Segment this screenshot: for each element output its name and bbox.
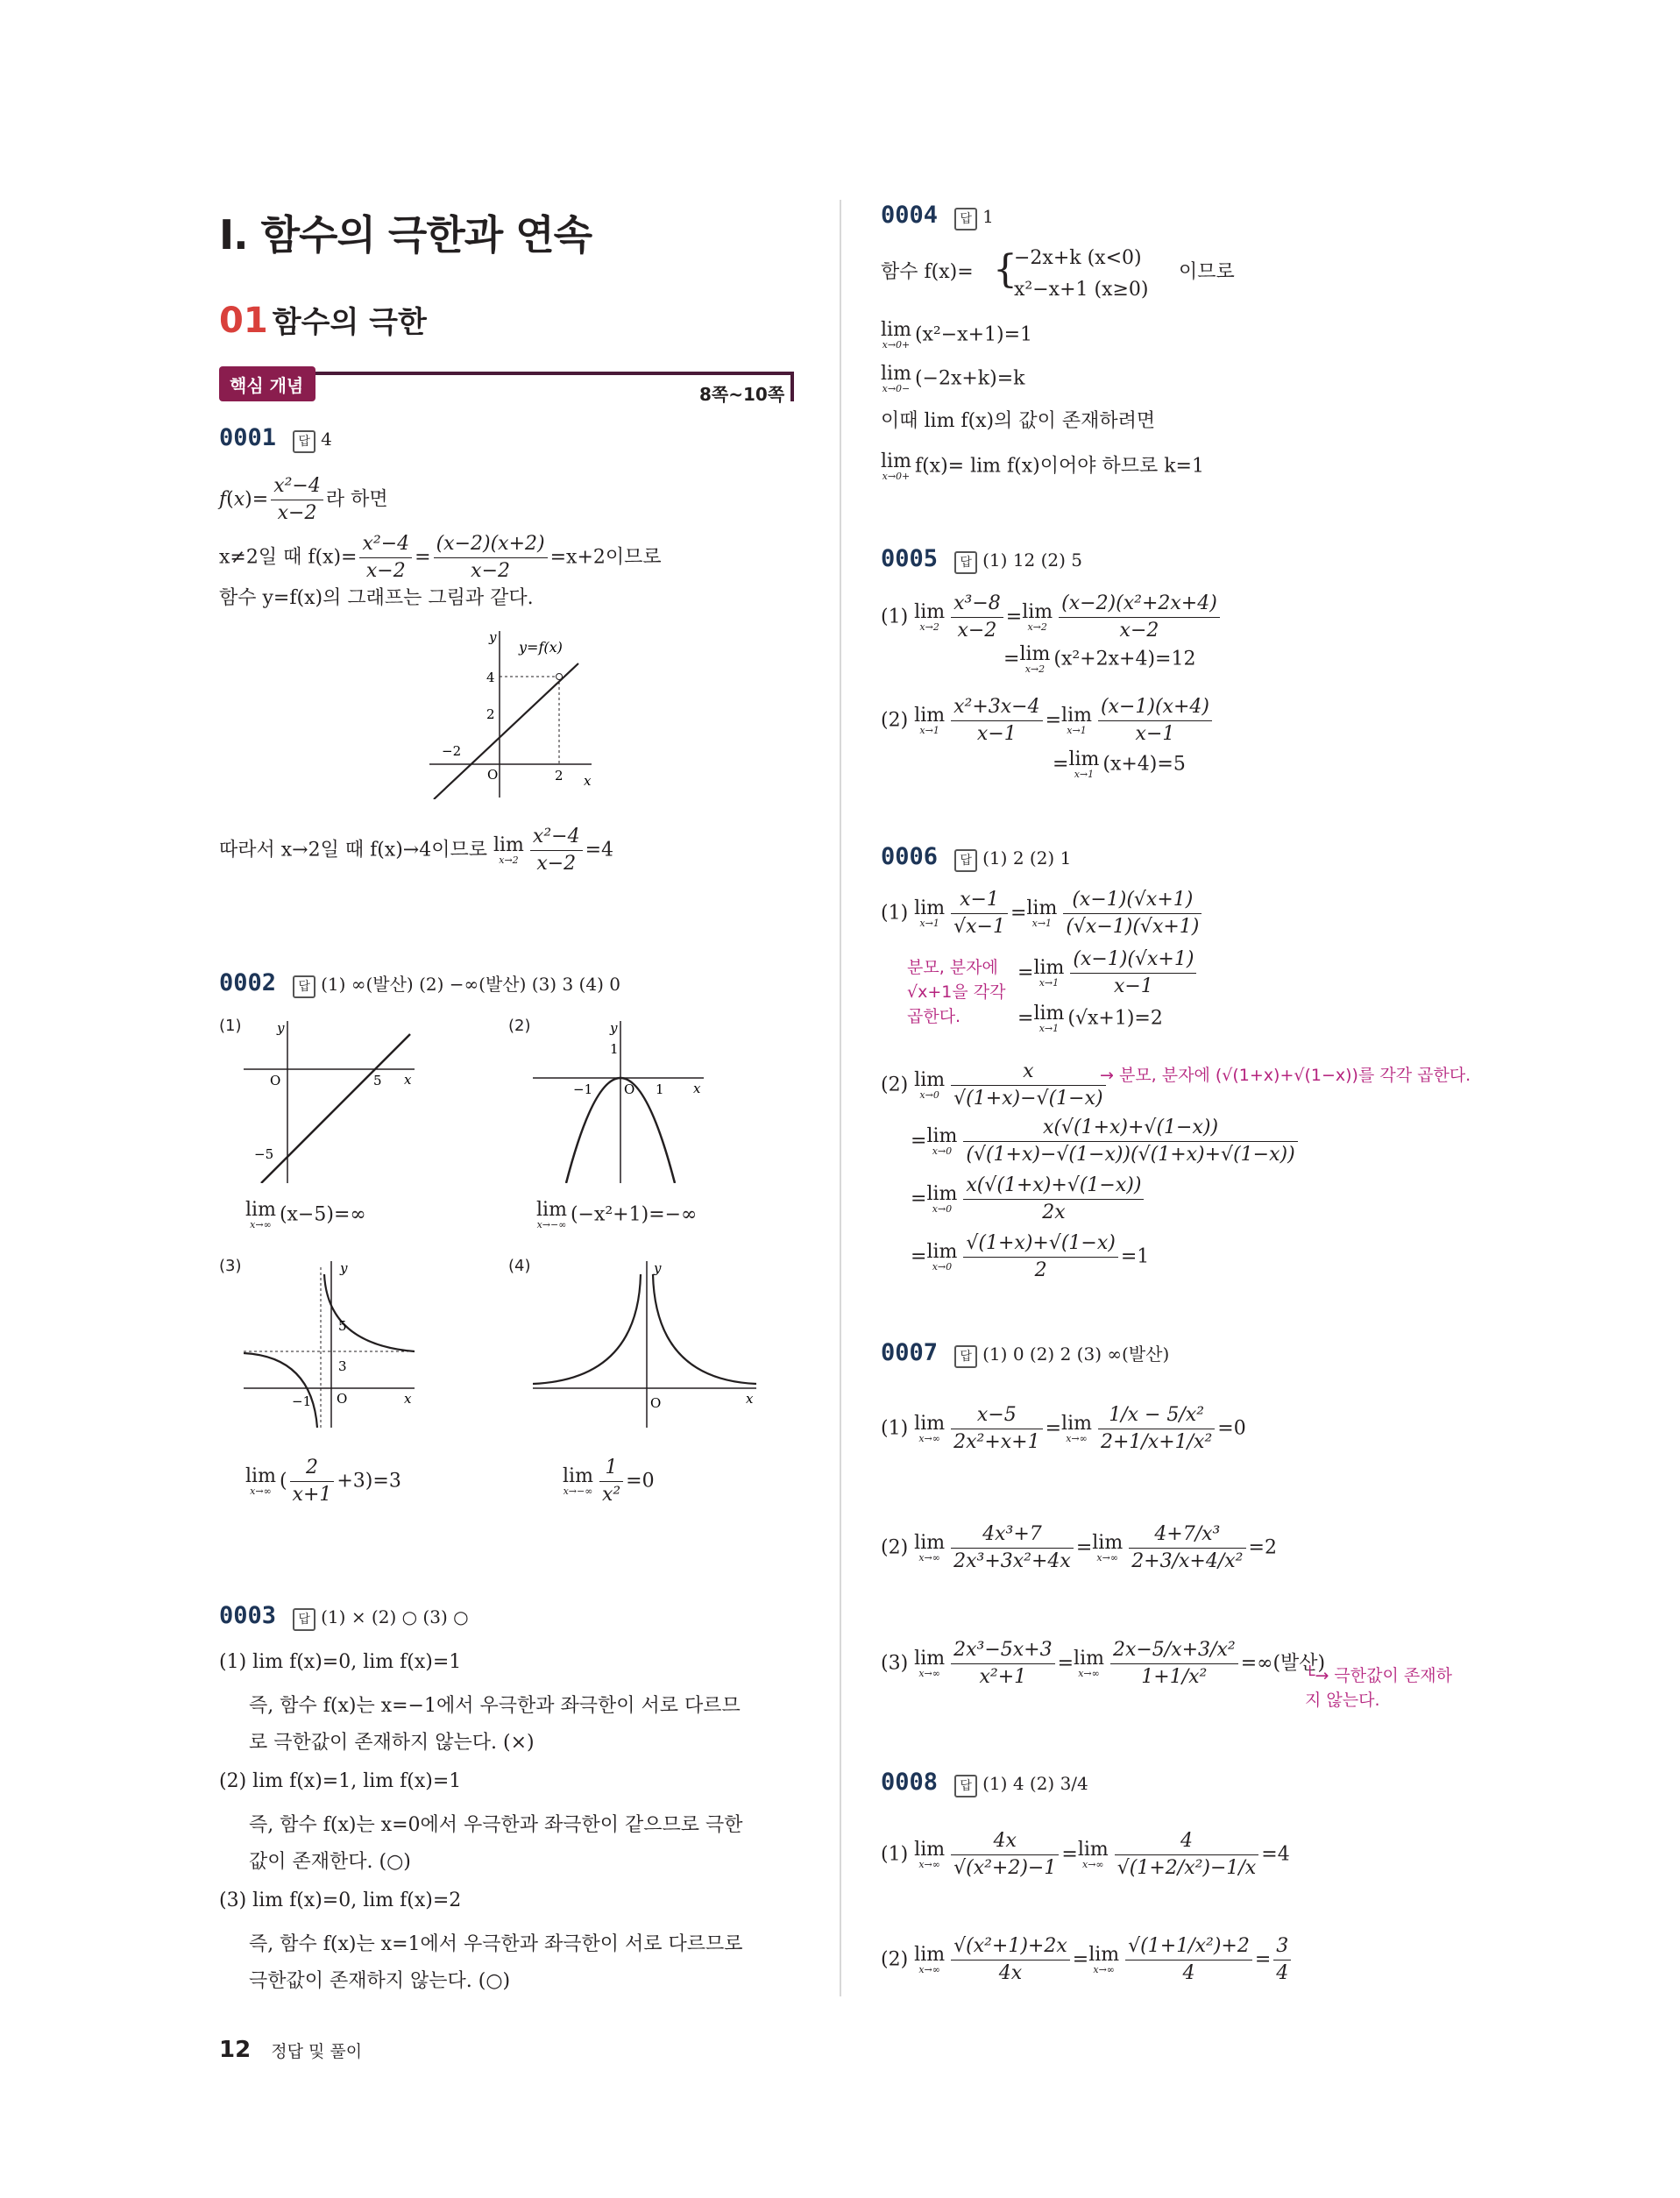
q0006-header [881,843,1071,872]
q0008-answer: (1) 4 (2) 3/4 [982,1773,1088,1794]
q0003-p1-text1: 즉, 함수 f(x)는 x=−1에서 우극한과 좌극한이 서로 다르므 [249,1695,741,1717]
x-label: x [584,773,592,789]
answer-mark: 답 [293,975,315,998]
q0004-line3-expr: (−2x+k)=k [914,367,1025,390]
section-number: 01 [219,301,268,341]
q0004-line1-head: 함수 f(x)= [881,261,974,283]
y-label: y [489,629,497,645]
q0004-line2: lim x→0+ (x²−x+1)=1 [881,319,1033,351]
svg-text:5: 5 [373,1073,382,1088]
svg-text:5: 5 [338,1318,347,1334]
svg-text:x: x [404,1391,412,1407]
q0007-note-text: 극한값이 존재하지 않는다. [1305,1666,1452,1710]
concept-bar-end [790,372,794,401]
q0004-case2: x²−x+1 (x≥0) [1014,279,1149,301]
q0001-header [219,424,332,453]
q0006-p1: (1) lim x→1 $\frac{x-1}{√x-1}$ = lim x→1 $\frac{(x-1)(√x+1)}{(√x-1)(√x+1)}$ [881,887,1204,940]
svg-text:x: x [693,1081,701,1096]
q0004-answer: 1 [982,206,994,227]
q0002-lim1-expr: (x−5)=∞ [279,1203,366,1226]
page-footer [219,2037,362,2063]
q0005-p2-line2: = lim x→1 (x+4)=5 [1053,748,1186,780]
q0006-p2-line3: = lim x→0 $\frac{x(√(1+x)+√(1-x))}{2x}$ [911,1173,1146,1226]
q0007-p2: (2) lim x→∞ $\frac{\text{4x³+7}}{\text{2x³+3x²+4x}}$ = lim x→∞ $\frac{\text{4+7/x³}}{\text{2+3/x+4/x²}}$ =2 [881,1523,1277,1572]
concept-bar-pages: 8쪽~10쪽 [699,384,785,405]
concept-bar-line [315,372,794,375]
q0002-graph-2 [533,1017,708,1183]
q0001-graph [429,624,596,799]
q0002-graph-3 [244,1257,419,1432]
answer-mark: 답 [954,551,977,574]
q0003-p3-lim: (3) lim f(x)=0, lim f(x)=2 [219,1890,462,1911]
q0001-number: 0001 [219,424,277,451]
answer-mark: 답 [954,1345,977,1368]
q0006-note2-text: 분모, 분자에 (√(1+x)+√(1−x))를 각각 곱한다. [1118,1066,1471,1085]
q0008-p1: (1) lim x→∞ $\frac{4x}{\text{√(x²+2)−1}}$ = lim x→∞ $\frac{4}{\text{√(1+2/x²)−1/x}}$ =4 [881,1830,1290,1879]
page-number: 12 [219,2037,252,2063]
column-divider [840,200,841,1996]
footer-label: 정답 및 풀이 [271,2042,363,2061]
svg-text:1: 1 [610,1041,619,1057]
q0002-label-4: (4) [508,1257,531,1275]
tick-2y: 2 [486,706,495,722]
q0004-line5-expr: f(x)= lim f(x)이어야 하므로 k=1 [914,455,1204,478]
svg-text:x: x [746,1391,754,1407]
q0006-number: 0006 [881,843,939,870]
q0002-lim1: lim x→∞ (x−5)=∞ [245,1199,366,1230]
q0008-number: 0008 [881,1769,939,1796]
q0006-note2: → 분모, 분자에 (√(1+x)+√(1−x))를 각각 곱한다. [1100,1066,1471,1085]
q0005-p1-line2: = lim x→2 (x²+2x+4)=12 [1003,643,1196,675]
q0001-line2: x≠2일 때 f(x)= $\frac{\text{x²−4}}{x-2}$ = $\frac{(x-2)(x+2)}{x-2}$ =x+2이므로 [219,533,662,582]
q0003-p2-lim: (2) lim f(x)=1, lim f(x)=1 [219,1770,462,1792]
q0002-label-2: (2) [508,1017,531,1035]
q0003-answer: (1) × (2) ○ (3) ○ [321,1606,469,1627]
q0001-line1-tail: 라 하면 [325,488,388,511]
q0007-r1: =0 [1217,1417,1246,1440]
q0007-r2: =2 [1248,1536,1277,1559]
section-title: 함수의 극한 [272,305,427,340]
q0001-conclusion-tail: =4 [585,839,614,861]
q0001-conclusion-head: 따라서 x→2일 때 f(x)→4이므로 [219,839,487,861]
q0005-number: 0005 [881,545,939,572]
q0002-lim3: lim x→∞ ( $\frac{2}{x+1}$ +3)=3 [245,1457,401,1506]
q0007-header [881,1339,1169,1368]
origin-label: O [487,767,499,783]
q0003-p2-text1: 즉, 함수 f(x)는 x=0에서 우극한과 좌극한이 같으므로 극한 [249,1814,743,1836]
answer-mark: 답 [954,208,977,230]
q0004-case1: −2x+k (x<0) [1014,247,1142,269]
q0001-line2-tail: =x+2이므로 [549,546,662,569]
svg-text:y: y [340,1260,348,1276]
svg-text:y: y [277,1020,285,1036]
tick-m2: −2 [442,743,462,759]
q0007-p3: (3) lim x→∞ $\frac{\text{2x³−5x+3}}{\text{x²+1}}$ = lim x→∞ $\frac{\text{2x−5/x+3/x²}}{\text{1+1/x²}}$ =∞(발산) [881,1639,1326,1688]
chapter-title: Ⅰ. 함수의 극한과 연속 [219,211,592,259]
answer-mark: 답 [293,1608,315,1631]
q0006-l2: =1 [1120,1245,1150,1268]
q0006-l1: (√x+1)=2 [1067,1007,1163,1030]
q0002-graph-1 [244,1017,419,1183]
q0001-line3: 함수 y=f(x)의 그래프는 그림과 같다. [219,587,534,609]
q0002-number: 0002 [219,969,277,996]
tick-2x: 2 [555,768,564,783]
q0006-p2-line4: = lim x→0 $\frac{√(1+x)+√(1-x)}{2}$ =1 [911,1232,1150,1281]
q0006-p1-line3: = lim x→1 (√x+1)=2 [1017,1003,1163,1034]
q0006-answer: (1) 2 (2) 1 [982,847,1072,869]
tick-4: 4 [486,670,495,685]
q0006-p2: (2) lim x→0 $\frac{x}{√(1+x)-√(1-x)}$ [881,1059,1109,1112]
q0001-line2-head: x≠2일 때 f(x)= [219,546,358,569]
q0002-lim2: lim x→−∞ (−x²+1)=−∞ [536,1199,698,1230]
q0004-line1 [881,259,974,286]
q0002-graph-4 [533,1257,761,1432]
q0002-label-3: (3) [219,1257,242,1275]
q0008-p2: (2) lim x→∞ $\frac{\text{√(x²+1)+2x}}{4x}$ = lim x→∞ $\frac{\text{√(1+1/x²)+2}}{4}$ = $\frac{3}{4}$ [881,1933,1294,1987]
svg-text:O: O [270,1073,281,1088]
q0001-answer: 4 [321,429,332,450]
q0007-answer: (1) 0 (2) 2 (3) ∞(발산) [982,1344,1170,1365]
svg-text:x: x [404,1072,412,1088]
q0002-answer: (1) ∞(발산) (2) −∞(발산) (3) 3 (4) 0 [321,974,620,995]
q0004-number: 0004 [881,202,939,229]
q0004-line5: lim x→0+ f(x)= lim f(x)이어야 하므로 k=1 [881,450,1204,482]
q0002-label-1: (1) [219,1017,242,1035]
svg-text:1: 1 [656,1081,664,1097]
q0005-l1: (x²+2x+4)=12 [1053,648,1196,670]
svg-text:O: O [650,1395,662,1411]
answer-mark: 답 [293,430,315,453]
q0003-number: 0003 [219,1602,277,1629]
q0003-p3-text1: 즉, 함수 f(x)는 x=1에서 우극한과 좌극한이 서로 다르므로 [249,1933,743,1955]
section-heading [219,298,427,341]
brace: { [993,247,1017,292]
q0003-p2-text2: 값이 존재한다. (○) [249,1851,411,1873]
svg-text:−5: −5 [254,1146,274,1162]
hole-point [556,674,563,680]
svg-text:O: O [337,1391,348,1407]
answer-mark: 답 [954,1775,977,1797]
svg-text:O: O [624,1081,635,1097]
q0007-number: 0007 [881,1339,939,1366]
q0008-r1: =4 [1261,1843,1290,1866]
svg-text:3: 3 [338,1358,347,1374]
q0003-p1-lim: (1) lim f(x)=0, lim f(x)=1 [219,1651,462,1673]
graph-label: y=f(x) [519,639,563,656]
q0007-p1: (1) lim x→∞ $\frac{x-5}{\text{2x²+x+1}}$ = lim x→∞ $\frac{\text{1/x − 5/x²}}{\text{2+1/x+1/x²}}$ =0 [881,1404,1246,1453]
q0004-line2-expr: (x²−x+1)=1 [914,323,1033,346]
q0007-r3: =∞(발산) [1240,1652,1326,1675]
q0005-p1: (1) lim x→2 $\frac{\text{x³−8}}{x-2}$ = lim x→2 $\frac{\text{(x−2)(x²+2x+4)}}{x-2}$ [881,591,1223,644]
svg-text:y: y [654,1260,662,1276]
q0004-line4: 이때 lim f(x)의 값이 존재하려면 [881,410,1156,432]
q0002-lim4-expr: =0 [626,1470,655,1493]
q0005-header [881,545,1082,574]
q0001-line1: f(x)= $\frac{\text{x²−4}}{x-2}$ 라 하면 [219,475,388,524]
q0006-p1-line2: = lim x→1 $\frac{(x-1)(√x+1)}{x-1}$ [1017,947,1199,1000]
q0006-p2-line2: = lim x→0 $\frac{x(√(1+x)+√(1-x))}{(√(1+x)-√(1-x))(√(1+x)+√(1-x))}$ [911,1115,1301,1168]
q0005-p2: (2) lim x→1 $\frac{\text{x²+3x−4}}{x-1}$ = lim x→1 $\frac{(x-1)(x+4)}{x-1}$ [881,694,1215,748]
q0008-header [881,1769,1088,1797]
q0002-lim2-expr: (−x²+1)=−∞ [570,1203,698,1226]
q0001-conclusion: 따라서 x→2일 때 f(x)→4이므로 lim x→2 $\frac{\text{x²−4}}{x-2}$ =4 [219,826,614,875]
q0003-header [219,1602,469,1631]
q0004-line1-tail: 이므로 [1179,261,1235,283]
q0006-note1: 분모, 분자에 √x+1을 각각 곱한다. [907,958,1006,1026]
answer-mark: 답 [954,849,977,872]
svg-text:−1: −1 [573,1081,593,1097]
q0002-lim3-expr: +3)=3 [337,1470,401,1493]
q0004-header [881,202,994,230]
q0003-p3-text2: 극한값이 존재하지 않는다. (○) [249,1970,511,1992]
q0007-note: └→ 극한값이 존재하지 않는다. [1305,1666,1452,1710]
q0005-l2: (x+4)=5 [1102,753,1186,776]
q0005-answer: (1) 12 (2) 5 [982,550,1083,571]
q0003-p1-text2: 로 극한값이 존재하지 않는다. (×) [249,1732,535,1754]
svg-text:y: y [610,1020,618,1036]
svg-text:−1: −1 [292,1393,312,1409]
q0002-header [219,969,620,998]
q0004-line3: lim x→0− (−2x+k)=k [881,363,1025,394]
concept-bar-label: 핵심 개념 [230,375,304,396]
q0002-lim4: lim x→−∞ $\frac{1}{\text{x²}}$ =0 [563,1457,655,1506]
